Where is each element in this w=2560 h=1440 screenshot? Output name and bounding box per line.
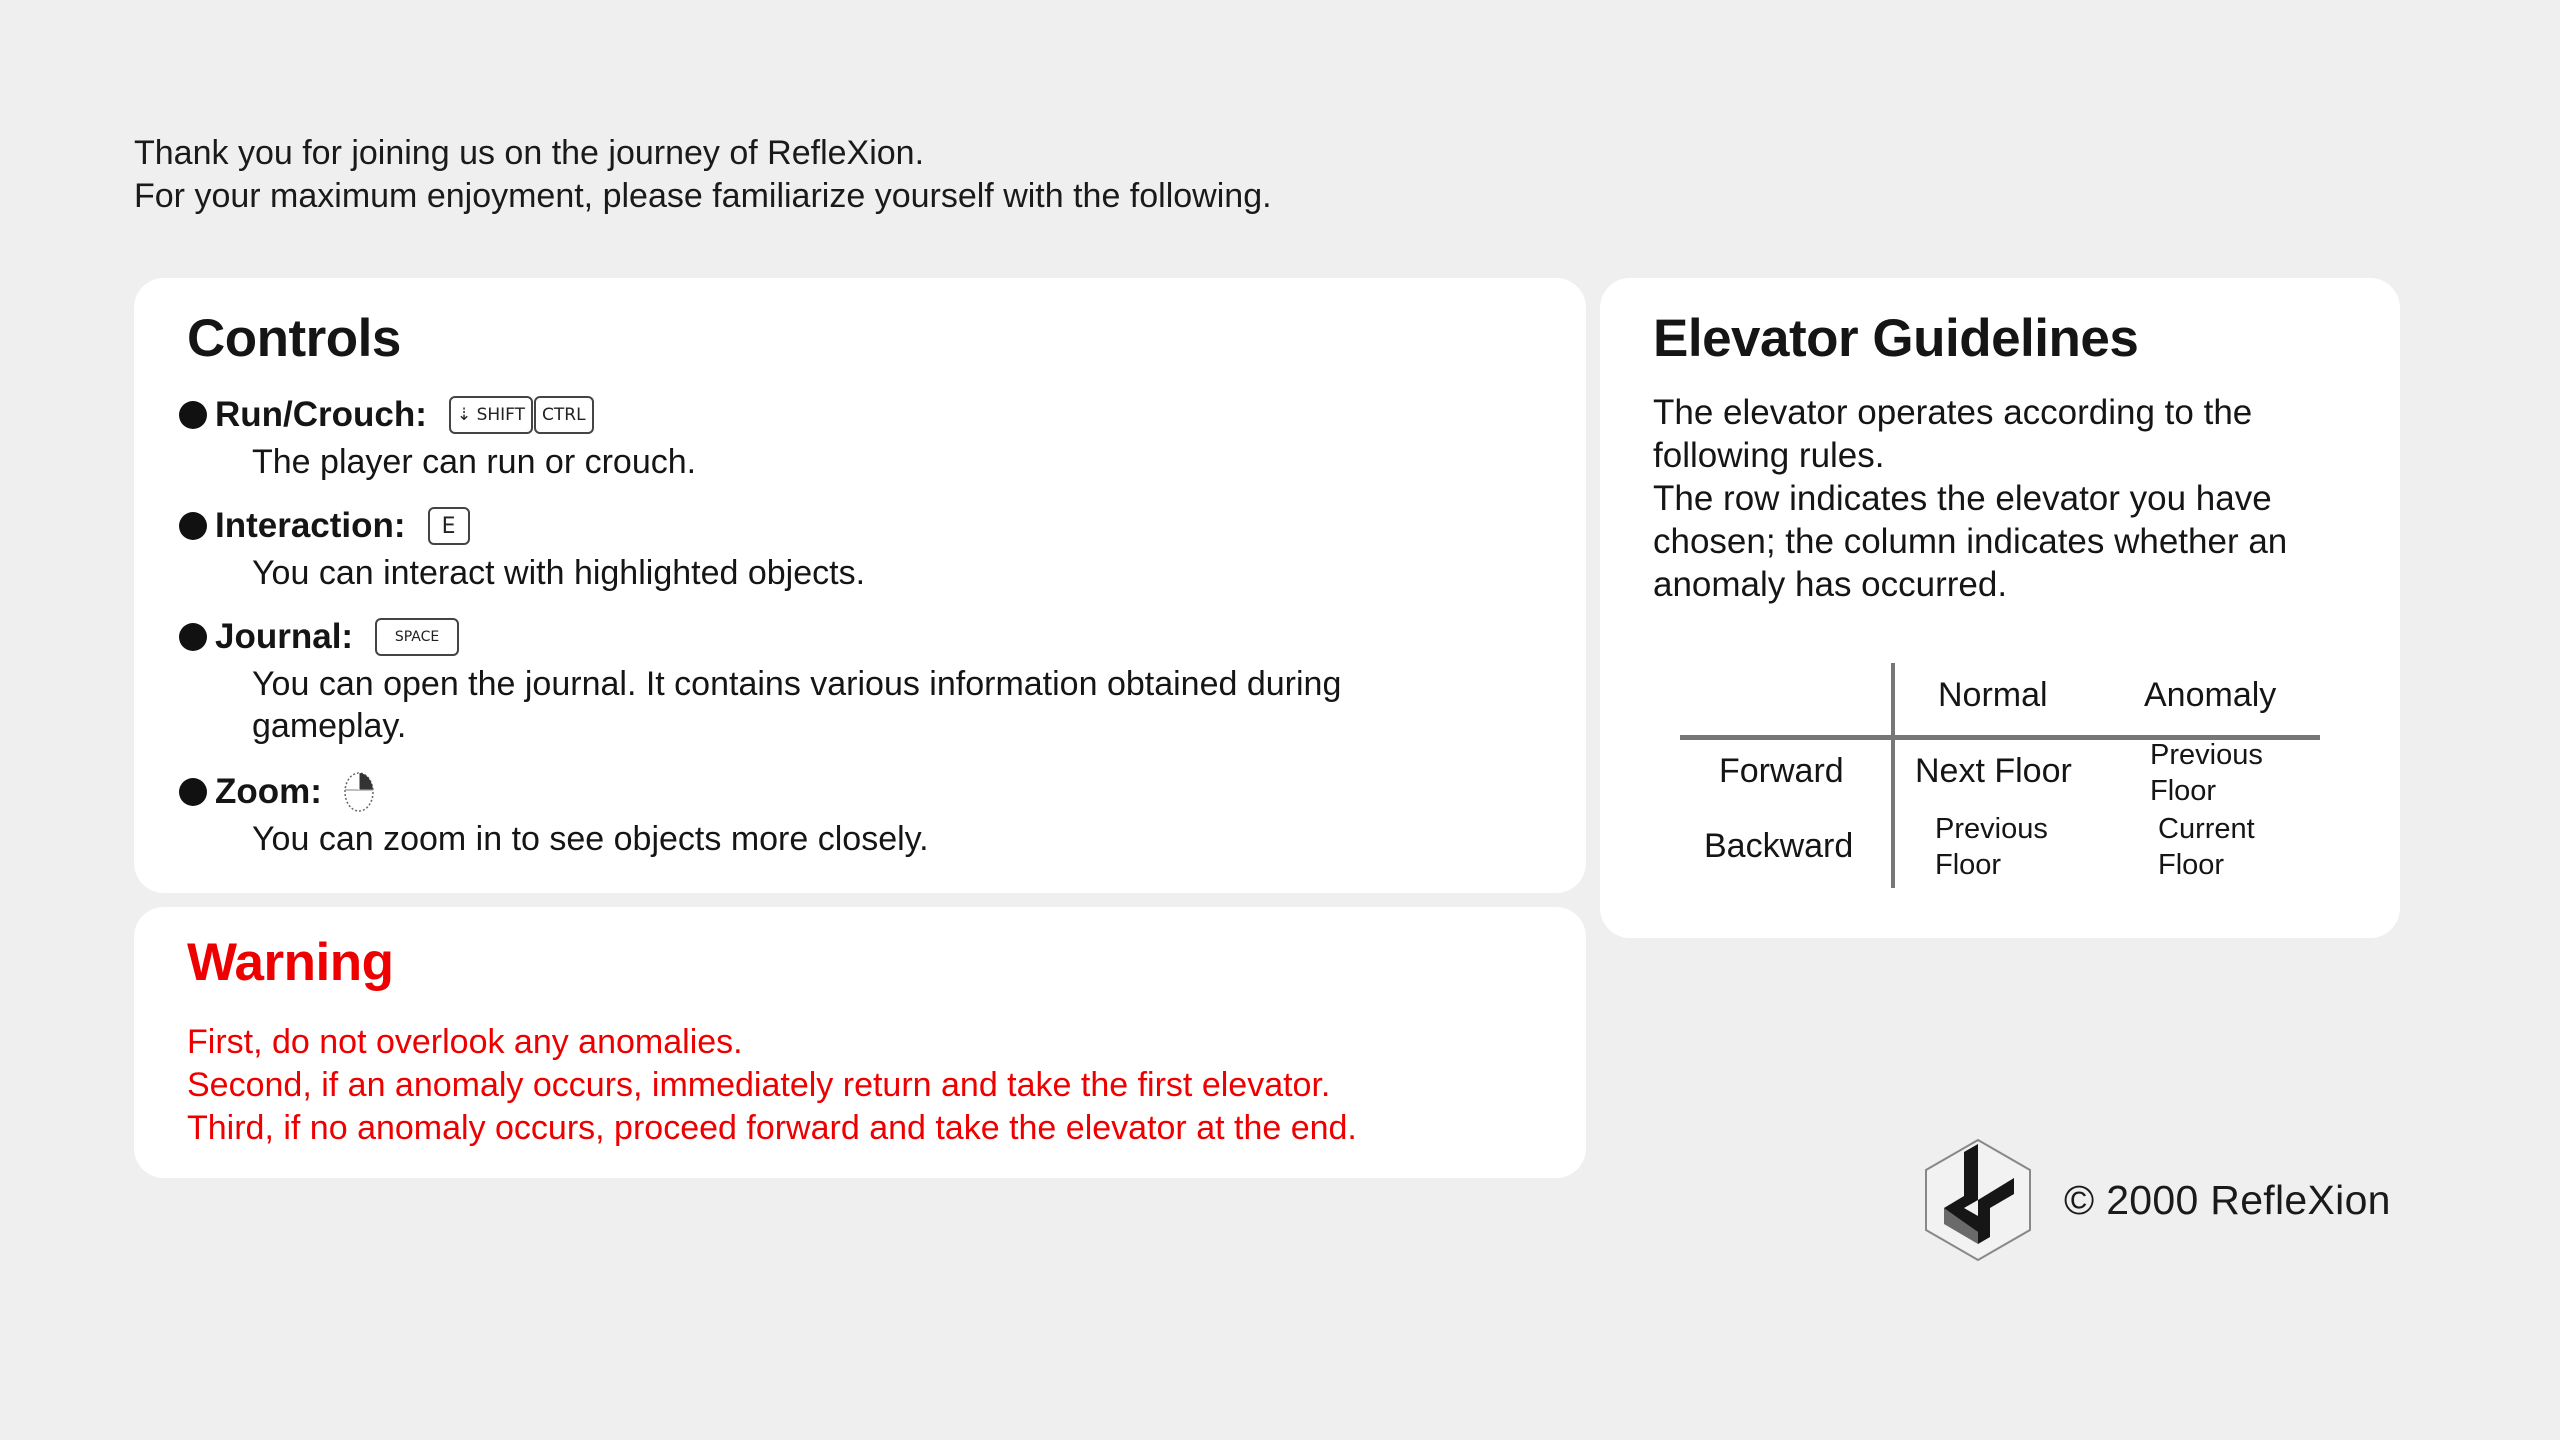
intro-line-2: For your maximum enjoyment, please familiarize yourself with the following.	[134, 177, 1272, 215]
control-label: Zoom:	[215, 772, 322, 811]
key-group	[428, 507, 470, 545]
intro-line-1: Thank you for joining us on the journey of RefleXion.	[134, 134, 925, 172]
control-label: Interaction:	[215, 506, 406, 545]
warning-title: Warning	[187, 933, 394, 992]
warning-list	[187, 1021, 1357, 1150]
cell-text-line: Previous	[2150, 739, 2263, 771]
bullet-icon	[179, 623, 207, 651]
cell-text-line: Floor	[1935, 849, 2002, 881]
ctrl-key-icon: CTRL	[534, 396, 594, 434]
table-divider-vertical	[1891, 663, 1895, 888]
cell-backward-anomaly	[2158, 811, 2255, 883]
shift-key-icon: ⇣ SHIFT	[449, 396, 533, 434]
elevator-guidelines-card	[1600, 278, 2400, 938]
controls-title: Controls	[187, 309, 401, 368]
control-run-crouch	[179, 393, 1472, 483]
control-zoom	[179, 770, 1472, 860]
footer	[1922, 1138, 2391, 1262]
column-header-normal: Normal	[1938, 676, 2048, 714]
cell-text-line: Floor	[2158, 849, 2225, 881]
copyright-text: © 2000 RefleXion	[2064, 1176, 2391, 1223]
column-header-anomaly: Anomaly	[2144, 676, 2277, 714]
cell-forward-anomaly	[2150, 737, 2263, 809]
control-label: Run/Crouch:	[215, 395, 427, 434]
warning-card	[134, 907, 1586, 1178]
control-journal	[179, 615, 1472, 747]
e-key-icon: E	[428, 507, 470, 545]
control-interaction	[179, 504, 1472, 594]
cell-text-line: Previous	[1935, 813, 2048, 845]
bullet-icon	[179, 778, 207, 806]
elevator-description-line: The row indicates the elevator you have chosen; the column indicates whether an anomaly has occurred.	[1653, 479, 2288, 604]
control-label: Journal:	[215, 617, 354, 656]
elevator-rules-table	[1680, 663, 2320, 888]
elevator-description	[1653, 391, 2353, 606]
warning-line: First, do not overlook any anomalies.	[187, 1023, 743, 1061]
intro-text	[134, 132, 1272, 218]
controls-card	[134, 278, 1586, 893]
row-header-forward: Forward	[1719, 752, 1844, 790]
bullet-icon	[179, 512, 207, 540]
cell-backward-normal	[1935, 811, 2048, 883]
cell-forward-normal: Next Floor	[1915, 752, 2072, 790]
key-group	[375, 618, 459, 656]
space-key-icon: SPACE	[375, 618, 459, 656]
cell-text-line: Current	[2158, 813, 2255, 845]
cell-text-line: Floor	[2150, 775, 2217, 807]
warning-line: Third, if no anomaly occurs, proceed forward and take the elevator at the end.	[187, 1109, 1357, 1147]
row-header-backward: Backward	[1704, 827, 1854, 865]
reflexion-logo-icon	[1922, 1138, 2034, 1262]
control-description: The player can run or crouch.	[252, 443, 697, 481]
mouse-right-click-icon	[342, 770, 376, 814]
elevator-description-line: The elevator operates according to the following rules.	[1653, 393, 2253, 475]
control-description: You can interact with highlighted objects.	[252, 554, 866, 592]
control-description: You can open the journal. It contains various information obtained during gameplay.	[252, 665, 1342, 745]
warning-line: Second, if an anomaly occurs, immediately return and take the first elevator.	[187, 1066, 1331, 1104]
key-group	[449, 396, 594, 434]
bullet-icon	[179, 401, 207, 429]
elevator-title: Elevator Guidelines	[1653, 309, 2139, 368]
control-description: You can zoom in to see objects more closely.	[252, 820, 929, 858]
